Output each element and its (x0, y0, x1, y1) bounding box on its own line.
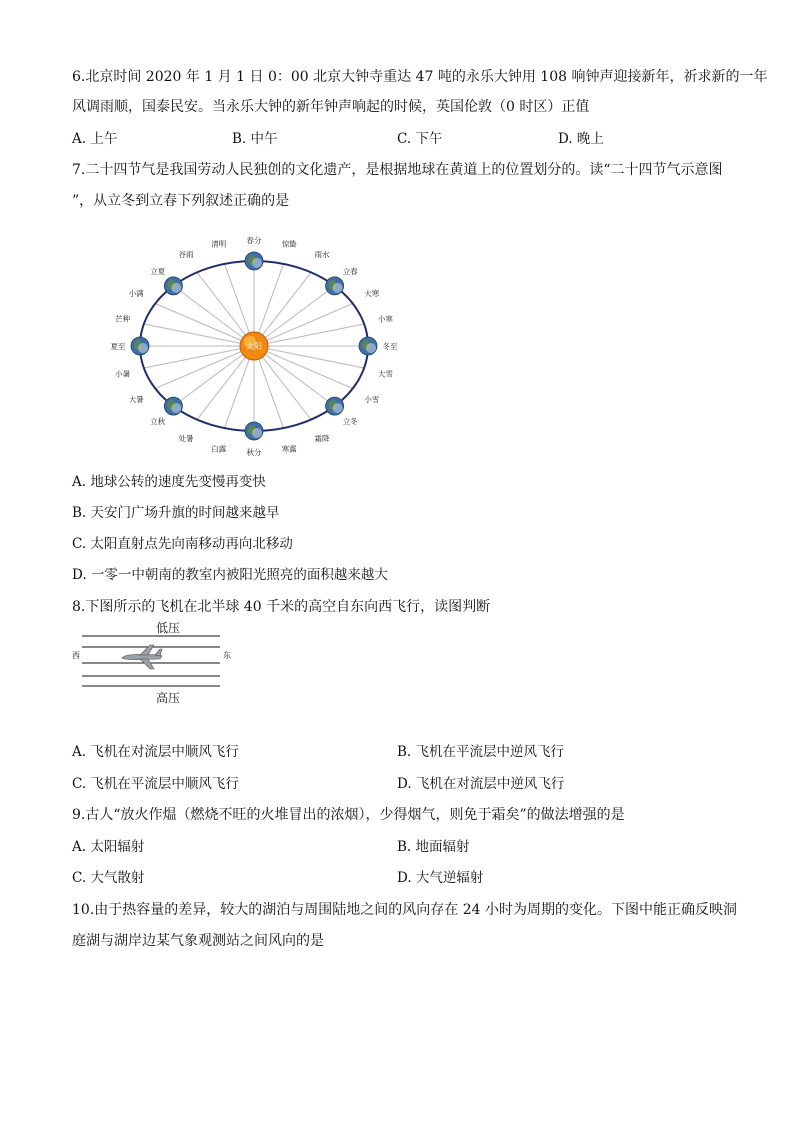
q8-option-d: D. 飞机在对流层中逆风飞行 (397, 776, 565, 792)
spoke-9 (254, 346, 335, 406)
q6-stem-line1: 6.北京时间 2020 年 1 月 1 日 0：00 北京大钟寺重达 47 吨的永乐大钟用 108 响钟声迎接新年，祈求新的一年 (72, 69, 768, 85)
solar-term-label: 大雪 (377, 369, 393, 379)
solar-term-label: 清明 (211, 239, 227, 249)
solar-term-label: 立春 (342, 267, 358, 276)
airplane-pressure-diagram (60, 618, 250, 708)
solar-term-label: 春分 (246, 236, 262, 245)
earth-icon (245, 252, 263, 270)
earth-icon (164, 277, 182, 295)
solar-term-label: 惊蛰 (281, 239, 297, 249)
earth-icon (131, 337, 149, 355)
q7-stem-line2: ”，从立冬到立春下列叙述正确的是 (72, 193, 290, 209)
spoke-5 (254, 324, 364, 346)
earth-icon (326, 397, 344, 415)
q8-option-c: C. 飞机在平流层中顺风飞行 (72, 776, 239, 792)
spoke-8 (254, 346, 353, 389)
spoke-19 (144, 324, 254, 346)
spoke-16 (155, 346, 254, 389)
spoke-17 (144, 346, 254, 368)
q6-option-b: B. 中午 (232, 131, 278, 147)
solar-term-label: 芒种 (115, 314, 131, 324)
q8-option-b: B. 飞机在平流层中逆风飞行 (397, 744, 565, 760)
solar-term-label: 谷雨 (178, 250, 194, 260)
sun-label: 太阳 (246, 342, 262, 351)
earth-icon (326, 277, 344, 295)
solar-term-label: 白露 (211, 444, 227, 454)
q9-option-b: B. 地面辐射 (397, 839, 470, 855)
airplane-icon (122, 645, 162, 669)
solar-term-label: 小寒 (377, 314, 393, 324)
q9-option-a: A. 太阳辐射 (72, 839, 145, 855)
earth-icon (164, 397, 182, 415)
q6-option-d: D. 晚上 (558, 131, 604, 147)
earth-icon (245, 422, 263, 440)
q10-stem-line1: 10.由于热容量的差异，较大的湖泊与周围陆地之间的风向存在 24 小时为周期的变化。下图中能正确反映洞 (72, 902, 737, 918)
q6-option-c: C. 下午 (397, 131, 443, 147)
solar-term-label: 雨水 (314, 250, 330, 260)
solar-term-label: 小暑 (115, 369, 131, 379)
q7-option-c: C. 太阳直射点先向南移动再向北移动 (72, 536, 293, 552)
q9-option-c: C. 大气散射 (72, 870, 145, 886)
q7-option-a: A. 地球公转的速度先变慢再变快 (72, 474, 266, 490)
q7-option-d: D. 一零一中朝南的教室内被阳光照亮的面积越来越大 (72, 567, 388, 583)
solar-term-label: 冬至 (382, 342, 398, 351)
low-pressure-label: 低压 (155, 621, 181, 635)
solar-term-label: 寒露 (281, 444, 297, 454)
q8-option-a: A. 飞机在对流层中顺风飞行 (72, 744, 239, 760)
high-pressure-label: 高压 (155, 691, 181, 705)
solar-term-label: 处暑 (178, 433, 194, 443)
q7-stem-line1: 7.二十四节气是我国劳动人民独创的文化遗产，是根据地球在黄道上的位置划分的。读“二十四节气示意图 (72, 162, 723, 178)
solar-term-label: 立秋 (150, 417, 166, 426)
solar-term-label: 大寒 (364, 289, 380, 298)
q6-option-a: A. 上午 (72, 131, 118, 147)
q8-stem-line1: 8.下图所示的飞机在北半球 40 千米的高空自东向西飞行，读图判断 (72, 599, 491, 615)
q6-stem-line2: 风调雨顺，国泰民安。当永乐大钟的新年钟声响起的时候，英国伦敦（0 时区）正值 (72, 99, 590, 115)
spoke-20 (155, 304, 254, 347)
q7-option-b: B. 天安门广场升旗的时间越来越早 (72, 505, 280, 521)
solar-term-label: 立冬 (342, 417, 358, 426)
east-label: 东 (223, 651, 231, 660)
solar-term-label: 秋分 (246, 448, 262, 457)
solar-term-label: 小满 (128, 289, 144, 298)
spoke-4 (254, 304, 353, 347)
spoke-15 (173, 346, 254, 406)
solar-term-label: 立夏 (150, 267, 166, 276)
spoke-7 (254, 346, 364, 368)
spoke-3 (254, 286, 335, 346)
solar-term-label: 霜降 (314, 433, 330, 443)
q10-stem-line2: 庭湖与湖岸边某气象观测站之间风向的是 (72, 933, 324, 949)
solar-term-label: 大暑 (128, 395, 144, 404)
q9-stem-line1: 9.古人“放火作煴（燃烧不旺的火堆冒出的浓烟），少得烟气，则免于霜矣”的做法增强的是 (72, 807, 625, 823)
earth-icon (359, 337, 377, 355)
solar-term-label: 夏至 (110, 342, 126, 351)
q9-option-d: D. 大气逆辐射 (397, 870, 484, 886)
west-label: 西 (72, 651, 80, 660)
spoke-21 (173, 286, 254, 346)
solar-term-label: 小雪 (364, 395, 380, 404)
